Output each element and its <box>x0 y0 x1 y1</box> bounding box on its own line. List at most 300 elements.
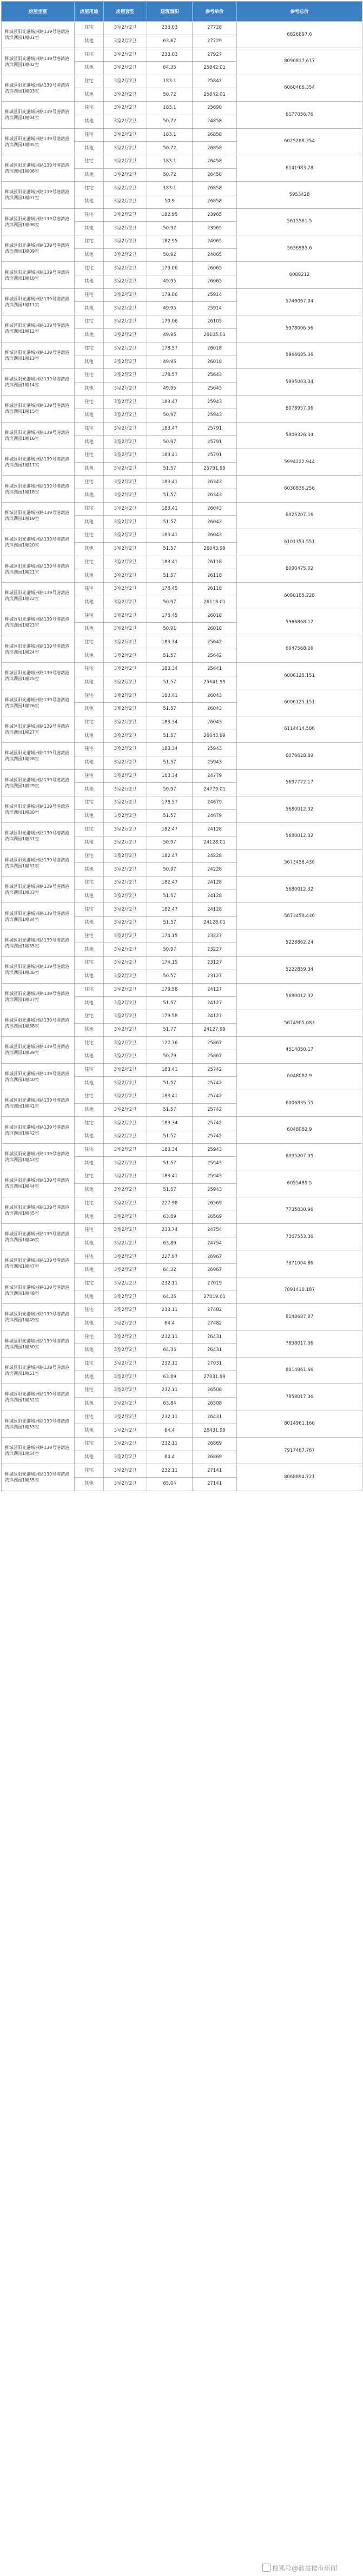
location-address: 柳城区阳光港城洲路139号港湾港湾滨湖园1幢 <box>5 1071 70 1082</box>
location-room: 54室 <box>29 1451 39 1457</box>
location-cell <box>2 1223 75 1250</box>
area-cell: 63.89 <box>147 1371 193 1384</box>
location-room: 40室 <box>29 1077 39 1082</box>
unit-price-cell: 26043 <box>193 516 237 529</box>
layout-cell: 3室2厅2卫 <box>104 1223 147 1237</box>
unit-price-cell: 26065 <box>193 262 237 275</box>
unit-price-cell: 26043 <box>193 716 237 729</box>
usage-cell: 住宅 <box>75 983 104 997</box>
unit-price-cell: 24127 <box>193 997 237 1010</box>
area-cell: 233.03 <box>147 48 193 62</box>
location-address: 柳城区阳光港城洲路139号港湾港湾滨湖园1幢 <box>5 56 70 67</box>
location-cell <box>2 155 75 181</box>
area-cell: 232.11 <box>147 1464 193 1478</box>
location-room: 33室 <box>29 890 39 895</box>
unit-price-cell: 26105.01 <box>193 328 237 342</box>
location-address: 柳城区阳光港城洲路139号港湾港湾滨湖园1幢 <box>5 1044 70 1056</box>
area-cell: 50.72 <box>147 115 193 128</box>
area-cell: 127.76 <box>147 1037 193 1050</box>
usage-cell: 住宅 <box>75 1170 104 1184</box>
layout-cell: 3室2厅2卫 <box>104 102 147 115</box>
header-area: 建筑面积 <box>147 2 193 22</box>
table-row <box>2 823 362 836</box>
total-price-cell: 7917467.767 <box>237 1437 362 1464</box>
table-row <box>2 48 362 62</box>
total-price-cell: 6060466.354 <box>237 75 362 101</box>
area-cell: 50.97 <box>147 783 193 796</box>
unit-price-cell: 24128.01 <box>193 917 237 930</box>
usage-cell: 住宅 <box>75 903 104 917</box>
usage-cell: 其他 <box>75 1397 104 1411</box>
unit-price-cell: 25690 <box>193 102 237 115</box>
unit-price-cell: 26343 <box>193 476 237 489</box>
area-cell: 232.11 <box>147 1411 193 1424</box>
layout-cell: 3室2厅2卫 <box>104 890 147 903</box>
layout-cell: 3室2厅2卫 <box>104 168 147 182</box>
usage-cell: 住宅 <box>75 102 104 115</box>
watermark <box>262 2564 337 2573</box>
unit-price-cell: 26458 <box>193 168 237 182</box>
layout-cell: 3室2厅2卫 <box>104 1397 147 1411</box>
total-price-cell: 8148687.87 <box>237 1304 362 1330</box>
unit-price-cell: 26043.99 <box>193 729 237 743</box>
location-room: 31室 <box>29 836 39 842</box>
usage-cell: 住宅 <box>75 1384 104 1398</box>
area-cell: 50.72 <box>147 88 193 102</box>
location-room: 34室 <box>29 917 39 922</box>
location-address: 柳城区阳光港城洲路139号港湾港湾滨湖园1幢 <box>5 1178 70 1189</box>
usage-cell: 其他 <box>75 943 104 957</box>
location-address: 柳城区阳光港城洲路139号港湾港湾滨湖园1幢 <box>5 1392 70 1403</box>
unit-price-cell: 27927 <box>193 48 237 62</box>
location-room: 55室 <box>29 1478 39 1483</box>
unit-price-cell: 26431 <box>193 1344 237 1358</box>
location-address: 柳城区阳光港城洲路139号港湾港湾滨湖园1幢 <box>5 884 70 895</box>
unit-price-cell: 23227 <box>193 930 237 943</box>
area-cell: 51.57 <box>147 809 193 823</box>
total-price-cell: 5674905.083 <box>237 1010 362 1036</box>
usage-cell: 住宅 <box>75 208 104 222</box>
unit-price-cell: 25943 <box>193 396 237 409</box>
unit-price-cell: 26967 <box>193 1250 237 1264</box>
area-cell: 63.67 <box>147 35 193 48</box>
table-row <box>2 1330 362 1344</box>
usage-cell: 其他 <box>75 35 104 48</box>
total-price-cell: 6177056.76 <box>237 102 362 128</box>
area-cell: 51.57 <box>147 542 193 556</box>
table-row <box>2 582 362 596</box>
area-cell: 51.57 <box>147 997 193 1010</box>
area-cell: 232.11 <box>147 1384 193 1398</box>
area-cell: 182.95 <box>147 208 193 222</box>
area-cell: 50.57 <box>147 970 193 983</box>
layout-cell: 3室2厅2卫 <box>104 729 147 743</box>
layout-cell: 3室2厅2卫 <box>104 877 147 890</box>
total-price-cell: 6095207.95 <box>237 1143 362 1170</box>
location-cell <box>2 877 75 903</box>
area-cell: 183.34 <box>147 663 193 676</box>
location-address: 柳城区阳光港城洲路139号港湾港湾滨湖园1幢 <box>5 1472 70 1483</box>
layout-cell: 3室2厅2卫 <box>104 689 147 703</box>
table-body <box>2 22 362 1491</box>
layout-cell: 3室2厅2卫 <box>104 1023 147 1037</box>
unit-price-cell: 23965 <box>193 208 237 222</box>
table-row <box>2 1197 362 1210</box>
location-cell <box>2 288 75 315</box>
area-cell: 179.06 <box>147 288 193 302</box>
usage-cell: 住宅 <box>75 1357 104 1371</box>
usage-cell: 住宅 <box>75 75 104 88</box>
layout-cell: 3室2厅2卫 <box>104 222 147 235</box>
location-cell <box>2 903 75 930</box>
area-cell: 183.34 <box>147 636 193 649</box>
location-room: 49室 <box>29 1317 39 1323</box>
unit-price-cell: 25791 <box>193 436 237 449</box>
unit-price-cell: 26431 <box>193 1330 237 1344</box>
layout-cell: 3室2厅2卫 <box>104 75 147 88</box>
unit-price-cell: 25943 <box>193 743 237 756</box>
layout-cell: 3室2厅2卫 <box>104 1143 147 1157</box>
usage-cell: 住宅 <box>75 1223 104 1237</box>
unit-price-cell: 23127 <box>193 970 237 983</box>
location-cell <box>2 1037 75 1063</box>
area-cell: 49.95 <box>147 328 193 342</box>
table-row <box>2 903 362 917</box>
location-room: 19室 <box>29 516 39 521</box>
location-room: 52室 <box>29 1398 39 1403</box>
total-price-cell: 5966868.12 <box>237 609 362 636</box>
location-room: 35室 <box>29 943 39 948</box>
layout-cell: 3室2厅2卫 <box>104 849 147 863</box>
unit-price-cell: 26431.99 <box>193 1424 237 1438</box>
area-cell: 183.41 <box>147 502 193 516</box>
location-address: 柳城区阳光港城洲路139号港湾港湾滨湖园1幢 <box>5 296 70 307</box>
layout-cell: 3室2厅2卫 <box>104 703 147 716</box>
usage-cell: 其他 <box>75 596 104 609</box>
location-address: 柳城区阳光港城洲路139号港湾港湾滨湖园1幢 <box>5 777 70 788</box>
location-cell <box>2 716 75 742</box>
usage-cell: 住宅 <box>75 1411 104 1424</box>
unit-price-cell: 23227 <box>193 943 237 957</box>
usage-cell: 其他 <box>75 1023 104 1037</box>
layout-cell: 3室2厅2卫 <box>104 436 147 449</box>
table-row <box>2 22 362 35</box>
area-cell: 51.57 <box>147 890 193 903</box>
usage-cell: 其他 <box>75 516 104 529</box>
layout-cell: 3室2厅2卫 <box>104 235 147 249</box>
layout-cell: 3室2厅2卫 <box>104 355 147 369</box>
location-address: 柳城区阳光港城洲路139号港湾港湾滨湖园1幢 <box>5 1312 70 1323</box>
total-price-cell: 5680012.32 <box>237 877 362 903</box>
area-cell: 64.4 <box>147 1451 193 1464</box>
unit-price-cell: 27019.01 <box>193 1290 237 1304</box>
layout-cell: 3室2厅2卫 <box>104 1157 147 1170</box>
area-cell: 50.97 <box>147 409 193 422</box>
total-price-cell: 6055489.5 <box>237 1170 362 1197</box>
usage-cell: 其他 <box>75 649 104 663</box>
usage-cell: 其他 <box>75 436 104 449</box>
area-cell: 182.47 <box>147 877 193 890</box>
layout-cell: 3室2厅2卫 <box>104 1371 147 1384</box>
location-address: 柳城区阳光港城洲路139号港湾港湾滨湖园1幢 <box>5 82 70 94</box>
unit-price-cell: 27482 <box>193 1304 237 1317</box>
unit-price-cell: 25742 <box>193 1103 237 1117</box>
area-cell: 233.11 <box>147 1304 193 1317</box>
location-cell <box>2 582 75 609</box>
sohu-logo-icon <box>262 2564 270 2572</box>
table-row <box>2 75 362 88</box>
layout-cell: 3室2厅2卫 <box>104 1183 147 1197</box>
location-cell <box>2 1117 75 1143</box>
location-address: 柳城区阳光港城洲路139号港湾港湾滨湖园1幢 <box>5 1018 70 1029</box>
table-row <box>2 342 362 355</box>
area-cell: 183.41 <box>147 1063 193 1077</box>
total-price-cell: 7858017.36 <box>237 1330 362 1357</box>
usage-cell: 其他 <box>75 890 104 903</box>
area-cell: 178.45 <box>147 582 193 596</box>
table-row <box>2 1250 362 1264</box>
layout-cell: 3室2厅2卫 <box>104 288 147 302</box>
area-cell: 232.11 <box>147 1330 193 1344</box>
layout-cell: 3室2厅2卫 <box>104 1451 147 1464</box>
table-row <box>2 957 362 970</box>
location-address: 柳城区阳光港城洲路139号港湾港湾滨湖园1幢 <box>5 723 70 735</box>
total-price-cell: 5680012.32 <box>237 983 362 1010</box>
location-cell <box>2 1464 75 1491</box>
usage-cell: 其他 <box>75 1103 104 1117</box>
location-room: 22室 <box>29 596 39 602</box>
location-cell <box>2 957 75 983</box>
location-room: 15室 <box>29 409 39 414</box>
area-cell: 49.95 <box>147 382 193 396</box>
table-row <box>2 663 362 676</box>
table-row <box>2 716 362 729</box>
layout-cell: 3室2厅2卫 <box>104 476 147 489</box>
layout-cell: 3室2厅2卫 <box>104 1130 147 1144</box>
unit-price-cell: 25742 <box>193 1090 237 1104</box>
total-price-cell: 5615561.5 <box>237 208 362 235</box>
layout-cell: 3室2厅2卫 <box>104 1411 147 1424</box>
table-row <box>2 689 362 703</box>
usage-cell: 住宅 <box>75 422 104 436</box>
location-address: 柳城区阳光港城洲路139号港湾港湾滨湖园1幢 <box>5 911 70 922</box>
location-room: 53室 <box>29 1424 39 1429</box>
location-address: 柳城区阳光港城洲路139号港湾港湾滨湖园1幢 <box>5 323 70 334</box>
unit-price-cell: 25643 <box>193 382 237 396</box>
layout-cell: 3室2厅2卫 <box>104 930 147 943</box>
location-room: 10室 <box>29 275 39 281</box>
layout-cell: 3室2厅2卫 <box>104 676 147 689</box>
total-price-cell: 6006835.55 <box>237 1090 362 1117</box>
location-cell <box>2 1437 75 1464</box>
usage-cell: 其他 <box>75 622 104 636</box>
total-price-cell: 6826897.6 <box>237 22 362 48</box>
layout-cell: 3室2厅2卫 <box>104 863 147 877</box>
unit-price-cell: 24679 <box>193 809 237 823</box>
table-row <box>2 422 362 436</box>
location-cell <box>2 1357 75 1383</box>
location-cell <box>2 342 75 368</box>
usage-cell: 住宅 <box>75 529 104 543</box>
usage-cell: 其他 <box>75 1477 104 1491</box>
usage-cell: 其他 <box>75 756 104 769</box>
total-price-cell: 5697772.17 <box>237 769 362 796</box>
location-address: 柳城区阳光港城洲路139号港湾港湾滨湖园1幢 <box>5 1338 70 1349</box>
usage-cell: 住宅 <box>75 689 104 703</box>
unit-price-cell: 24128 <box>193 903 237 917</box>
table-row <box>2 1010 362 1023</box>
location-address: 柳城区阳光港城洲路139号港湾港湾滨湖园1幢 <box>5 617 70 628</box>
location-room: 01室 <box>29 35 39 41</box>
usage-cell: 其他 <box>75 729 104 743</box>
usage-cell: 住宅 <box>75 930 104 943</box>
location-room: 16室 <box>29 436 39 441</box>
total-price-cell: 6088212 <box>237 262 362 288</box>
location-address: 柳城区阳光港城洲路139号港湾港湾滨湖园1幢 <box>5 510 70 521</box>
area-cell: 49.95 <box>147 355 193 369</box>
unit-price-cell: 24228 <box>193 849 237 863</box>
area-cell: 64.35 <box>147 1344 193 1358</box>
location-address: 柳城区阳光港城洲路139号港湾港湾滨湖园1幢 <box>5 1284 70 1296</box>
unit-price-cell: 26043.99 <box>193 542 237 556</box>
area-cell: 183.1 <box>147 182 193 195</box>
unit-price-cell: 26458 <box>193 155 237 168</box>
location-cell <box>2 1063 75 1090</box>
layout-cell: 3室2厅2卫 <box>104 208 147 222</box>
usage-cell: 其他 <box>75 783 104 796</box>
area-cell: 178.45 <box>147 609 193 623</box>
table-row <box>2 849 362 863</box>
usage-cell: 其他 <box>75 809 104 823</box>
location-room: 07室 <box>29 195 39 201</box>
location-room: 21室 <box>29 569 39 575</box>
usage-cell: 住宅 <box>75 849 104 863</box>
layout-cell: 3室2厅2卫 <box>104 743 147 756</box>
table-row <box>2 877 362 890</box>
table-row <box>2 396 362 409</box>
unit-price-cell: 26018 <box>193 609 237 623</box>
unit-price-cell: 24128.01 <box>193 836 237 849</box>
area-cell: 178.57 <box>147 796 193 809</box>
area-cell: 50.97 <box>147 596 193 609</box>
total-price-cell: 6078957.06 <box>237 396 362 422</box>
location-cell <box>2 476 75 502</box>
usage-cell: 其他 <box>75 1183 104 1197</box>
location-room: 36室 <box>29 970 39 976</box>
usage-cell: 住宅 <box>75 1143 104 1157</box>
unit-price-cell: 26043 <box>193 502 237 516</box>
location-room: 37室 <box>29 997 39 1002</box>
layout-cell: 3室2厅2卫 <box>104 1330 147 1344</box>
unit-price-cell: 23127 <box>193 957 237 970</box>
layout-cell: 3室2厅2卫 <box>104 1290 147 1304</box>
unit-price-cell: 24127 <box>193 983 237 997</box>
unit-price-cell: 25867 <box>193 1050 237 1063</box>
layout-cell: 3室2厅2卫 <box>104 609 147 623</box>
area-cell: 182.95 <box>147 235 193 249</box>
location-cell <box>2 849 75 876</box>
total-price-cell: 6090475.02 <box>237 556 362 582</box>
layout-cell: 3室2厅2卫 <box>104 1317 147 1330</box>
area-cell: 183.1 <box>147 155 193 168</box>
unit-price-cell: 25943 <box>193 1143 237 1157</box>
location-cell <box>2 422 75 449</box>
location-cell <box>2 983 75 1010</box>
unit-price-cell: 24128 <box>193 877 237 890</box>
layout-cell: 3室2厅2卫 <box>104 556 147 569</box>
layout-cell: 3室2厅2卫 <box>104 115 147 128</box>
area-cell: 64.32 <box>147 1263 193 1277</box>
total-price-cell: 5995003.34 <box>237 368 362 395</box>
location-room: 12室 <box>29 329 39 334</box>
location-room: 48室 <box>29 1290 39 1296</box>
location-room: 39室 <box>29 1050 39 1056</box>
layout-cell: 3室2厅2卫 <box>104 1304 147 1317</box>
layout-cell: 3室2厅2卫 <box>104 302 147 315</box>
location-room: 51室 <box>29 1371 39 1376</box>
usage-cell: 住宅 <box>75 155 104 168</box>
layout-cell: 3室2厅2卫 <box>104 943 147 957</box>
location-address: 柳城区阳光港城洲路139号港湾港湾滨湖园1幢 <box>5 1151 70 1162</box>
header-unit-price: 参考单价 <box>193 2 237 22</box>
area-cell: 183.41 <box>147 556 193 569</box>
location-address: 柳城区阳光港城洲路139号港湾港湾滨湖园1幢 <box>5 109 70 121</box>
unit-price-cell: 25742 <box>193 1130 237 1144</box>
layout-cell: 3室2厅2卫 <box>104 48 147 62</box>
area-cell: 174.15 <box>147 957 193 970</box>
location-room: 43室 <box>29 1157 39 1162</box>
total-price-cell: 5994222.944 <box>237 449 362 476</box>
layout-cell: 3室2厅2卫 <box>104 1037 147 1050</box>
unit-price-cell: 26043 <box>193 703 237 716</box>
total-price-cell: 5680012.32 <box>237 823 362 849</box>
layout-cell: 3室2厅2卫 <box>104 823 147 836</box>
unit-price-cell: 26869 <box>193 1437 237 1451</box>
location-address: 柳城区阳光港城洲路139号港湾港湾滨湖园1幢 <box>5 1445 70 1457</box>
layout-cell: 3室2厅2卫 <box>104 1063 147 1077</box>
layout-cell: 3室2厅2卫 <box>104 917 147 930</box>
location-address: 柳城区阳光港城洲路139号港湾港湾滨湖园1幢 <box>5 1231 70 1243</box>
total-price-cell: 5978006.56 <box>237 315 362 342</box>
location-room: 18室 <box>29 489 39 495</box>
usage-cell: 其他 <box>75 542 104 556</box>
area-cell: 183.41 <box>147 529 193 543</box>
location-address: 柳城区阳光港城洲路139号港湾港湾滨湖园1幢 <box>5 430 70 441</box>
location-cell <box>2 529 75 556</box>
layout-cell: 3室2厅2卫 <box>104 1237 147 1250</box>
area-cell: 182.47 <box>147 823 193 836</box>
location-cell <box>2 22 75 48</box>
total-price-cell: 6076628.89 <box>237 743 362 769</box>
unit-price-cell: 24679 <box>193 796 237 809</box>
total-price-cell: 6030836.256 <box>237 476 362 502</box>
usage-cell: 其他 <box>75 302 104 315</box>
layout-cell: 3室2厅2卫 <box>104 636 147 649</box>
header-total-price: 参考总价 <box>237 2 362 22</box>
area-cell: 232.11 <box>147 1277 193 1290</box>
table-row <box>2 476 362 489</box>
area-cell: 64.4 <box>147 1317 193 1330</box>
unit-price-cell: 24779 <box>193 769 237 783</box>
area-cell: 183.34 <box>147 769 193 783</box>
layout-cell: 3室2厅2卫 <box>104 368 147 382</box>
total-price-cell: 7858017.36 <box>237 1384 362 1411</box>
layout-cell: 3室2厅2卫 <box>104 649 147 663</box>
location-address: 柳城区阳光港城洲路139号港湾港湾滨湖园1幢 <box>5 831 70 842</box>
layout-cell: 3室2厅2卫 <box>104 1197 147 1210</box>
unit-price-cell: 26118.01 <box>193 596 237 609</box>
total-price-cell: 5228862.24 <box>237 930 362 956</box>
